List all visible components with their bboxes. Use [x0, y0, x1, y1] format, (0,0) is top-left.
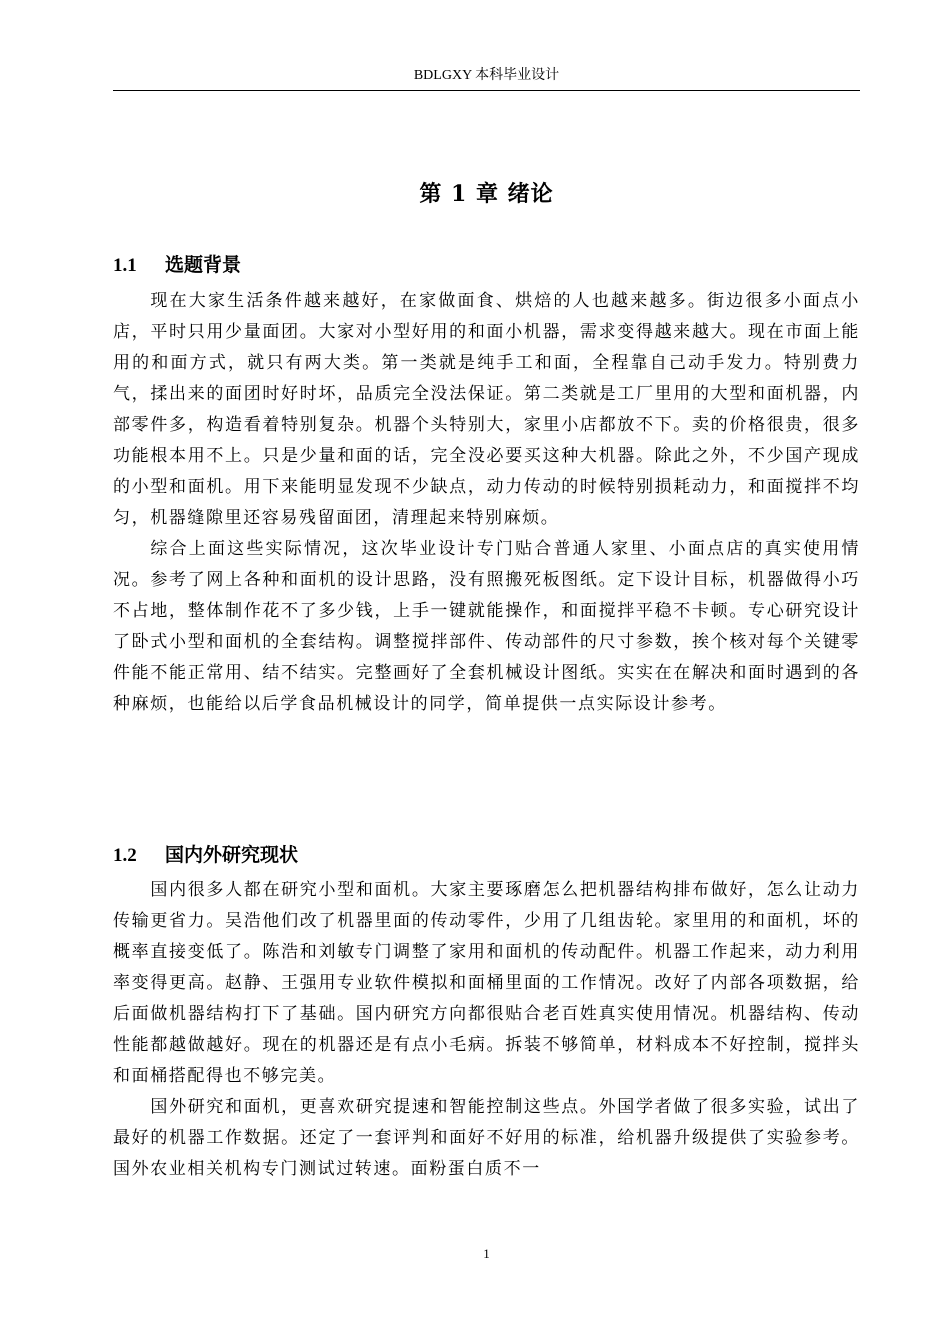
paragraph: 国外研究和面机，更喜欢研究提速和智能控制这些点。外国学者做了很多实验，试出了最好的机器工作数据。还定了一套评判和面好不好用的标准，给机器升级提供了实验参考。国外农业相关机构专门测试过转速。面粉蛋白质不一 [113, 1097, 860, 1179]
section-heading [113, 840, 860, 871]
section-number: 1.1 [113, 255, 137, 276]
section-heading [113, 250, 860, 281]
chapter-title: 第 1 章 绪论 [419, 181, 554, 207]
paragraph: 现在大家生活条件越来越好，在家做面食、烘焙的人也越来越多。街边很多小面点小店，平时只用少量面团。大家对小型好用的和面小机器，需求变得越来越大。现在市面上能用的和面方式，就只有两大类。第一类就是纯手工和面，全程靠自己动手发力。特别费力气，揉出来的面团时好时坏，品质完全没法保证。第二类就是工厂里用的大型和面机器，内部零件多，构造看着特别复杂。机器个头特别大，家里小店都放不下。卖的价格很贵，很多功能根本用不上。只是少量和面的话，完全没必要买这种大机器。除此之外，不少国产现成的小型和面机。用下来能明显发现不少缺点，动力传动的时候特别损耗动力，和面搅拌不均匀，机器缝隙里还容易残留面团，清理起来特别麻烦。 [113, 291, 860, 528]
page-header: BDLGXY 本科毕业设计 [413, 68, 560, 83]
section-title: 选题背景 [165, 254, 242, 276]
section-1-2 [113, 840, 860, 1185]
paragraph: 国内很多人都在研究小型和面机。大家主要琢磨怎么把机器结构排布做好，怎么让动力传输更省力。吴浩他们改了机器里面的传动零件，少用了几组齿轮。家里用的和面机，坏的概率直接变低了。陈浩和刘敏专门调整了家用和面机的传动配件。机器工作起来，动力利用率变得更高。赵静、王强用专业软件模拟和面桶里面的工作情况。改好了内部各项数据，给后面做机器结构打下了基础。国内研究方向都很贴合老百姓真实使用情况。机器结构、传动性能都越做越好。现在的机器还是有点小毛病。拆装不够简单，材料成本不好控制，搅拌头和面桶搭配得也不够完美。 [113, 880, 860, 1086]
section-title: 国内外研究现状 [165, 844, 299, 866]
paragraph: 综合上面这些实际情况，这次毕业设计专门贴合普通人家里、小面点店的真实使用情况。参考了网上各种和面机的设计思路，没有照搬死板图纸。定下设计目标，机器做得小巧不占地，整体制作花不了多少钱，上手一键就能操作，和面搅拌平稳不卡顿。专心研究设计了卧式小型和面机的全套结构。调整搅拌部件、传动部件的尺寸参数，挨个核对每个关键零件能不能正常用、结不结实。完整画好了全套机械设计图纸。实实在在解决和面时遇到的各种麻烦，也能给以后学食品机械设计的同学，简单提供一点实际设计参考。 [113, 539, 860, 714]
header-rule [113, 90, 860, 91]
section-number: 1.2 [113, 845, 137, 866]
page-number: 1 [483, 1246, 490, 1261]
section-1-1 [113, 250, 860, 720]
